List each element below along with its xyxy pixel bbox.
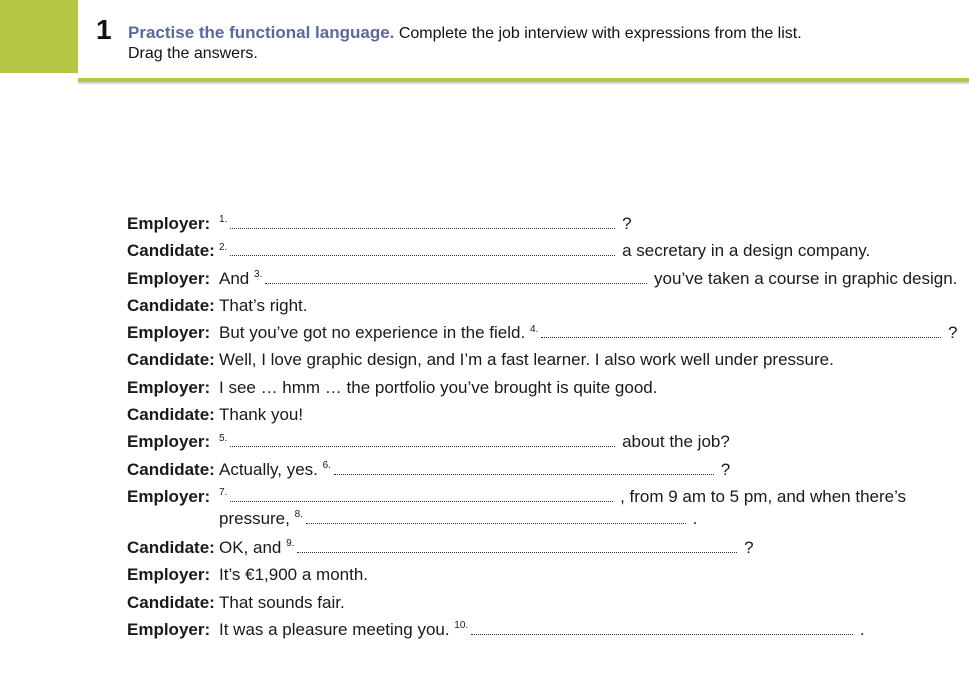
speaker-label: Employer: bbox=[127, 486, 211, 506]
text-after-gap: ? bbox=[943, 323, 958, 343]
speaker-label: Candidate: bbox=[127, 537, 215, 557]
dialogue-text bbox=[219, 266, 957, 291]
exercise-header bbox=[0, 0, 969, 84]
speaker-label: Employer: bbox=[127, 432, 211, 452]
gap-number: 9. bbox=[286, 538, 295, 550]
speaker-label: Employer: bbox=[127, 377, 211, 397]
text-after-gap: ? bbox=[715, 459, 731, 479]
instruction-drag: Drag the answers. bbox=[128, 45, 258, 62]
answer-drop-zone[interactable] bbox=[230, 240, 615, 256]
speaker-label: Candidate: bbox=[127, 459, 215, 479]
speaker-label: Candidate: bbox=[127, 592, 215, 612]
dialogue-line bbox=[127, 293, 957, 320]
text-before-gap: Actually, yes. bbox=[219, 459, 323, 479]
answer-drop-zone[interactable] bbox=[297, 537, 737, 553]
exercise-number: 1 bbox=[96, 14, 112, 45]
gap-number: 6. bbox=[322, 460, 331, 472]
dialogue-line bbox=[127, 347, 957, 374]
text-after-gap: about the job? bbox=[617, 432, 730, 452]
dialogue-text: It’s €1,900 a month. bbox=[219, 565, 369, 585]
answer-drop-zone[interactable] bbox=[265, 268, 647, 284]
gap-number: 1. bbox=[219, 214, 228, 226]
speaker-label: Employer: bbox=[127, 214, 211, 233]
dialogue-text bbox=[219, 429, 730, 454]
text-after-gap: a secretary in a design company. bbox=[617, 241, 871, 261]
gap-number: 3. bbox=[253, 268, 263, 280]
dialogue-text: I see … hmm … the portfolio you’ve brought is quite good. bbox=[219, 377, 658, 397]
speaker-label: Candidate: bbox=[127, 241, 215, 261]
text-before-gap: It was a pleasure meeting you. bbox=[219, 619, 455, 639]
text-before-gap: But you’ve got no experience in the field. bbox=[219, 323, 530, 343]
answer-drop-zone[interactable] bbox=[541, 322, 941, 338]
dialogue-text: That sounds fair. bbox=[219, 592, 345, 612]
gap-number: 7. bbox=[219, 487, 228, 499]
dialogue-line bbox=[127, 375, 957, 402]
dialogue-text bbox=[219, 506, 697, 531]
dialogue-line bbox=[127, 429, 957, 456]
gap-number: 8. bbox=[294, 509, 303, 521]
text-after-gap: . bbox=[687, 508, 698, 528]
speaker-label: Employer: bbox=[127, 323, 211, 343]
dialogue-line bbox=[127, 457, 957, 484]
answer-drop-zone[interactable] bbox=[230, 431, 615, 447]
header-divider-shadow bbox=[78, 82, 969, 84]
dialogue-line bbox=[127, 506, 957, 535]
instruction-text: Complete the job interview with expressions from the list. bbox=[398, 25, 802, 42]
text-before-gap: pressure, bbox=[219, 508, 295, 528]
dialogue-line bbox=[127, 320, 957, 347]
gap-number: 2. bbox=[219, 241, 228, 253]
speaker-label: Candidate: bbox=[127, 350, 215, 370]
dialogue-text bbox=[219, 238, 870, 263]
dialogue-text bbox=[219, 617, 865, 642]
gap-number: 5. bbox=[219, 432, 228, 444]
dialogue-text bbox=[219, 320, 957, 345]
text-before-gap: OK, and bbox=[219, 537, 287, 557]
dialogue-text: That’s right. bbox=[219, 295, 308, 315]
dialogue-text: Well, I love graphic design, and I’m a fast learner. I also work well under pressure. bbox=[219, 350, 834, 370]
dialogue-text bbox=[219, 535, 754, 560]
dialogue-line bbox=[127, 562, 957, 589]
speaker-label: Candidate: bbox=[127, 295, 215, 315]
answer-drop-zone[interactable] bbox=[471, 619, 853, 635]
dialogue-line bbox=[127, 211, 957, 238]
dialogue-line bbox=[127, 590, 957, 617]
dialogue-text bbox=[219, 211, 632, 236]
answer-drop-zone[interactable] bbox=[230, 486, 613, 502]
dialogue-line bbox=[127, 484, 957, 506]
dialogue-line bbox=[127, 535, 957, 562]
dialogue-line bbox=[127, 238, 957, 265]
dialogue bbox=[127, 211, 957, 644]
dialogue-line bbox=[127, 402, 957, 429]
answer-drop-zone[interactable] bbox=[230, 213, 615, 229]
dialogue-text bbox=[219, 457, 730, 482]
dialogue-line bbox=[127, 266, 957, 293]
dialogue-line bbox=[127, 617, 957, 644]
gap-number: 10. bbox=[454, 620, 469, 632]
speaker-label: Employer: bbox=[127, 268, 211, 288]
text-after-gap: ? bbox=[739, 537, 754, 557]
text-after-gap: you’ve taken a course in graphic design. bbox=[649, 268, 958, 288]
text-before-gap: And bbox=[219, 268, 254, 288]
dialogue-text: Thank you! bbox=[219, 405, 304, 425]
text-after-gap: , from 9 am to 5 pm, and when there’s bbox=[615, 486, 907, 506]
answer-drop-zone[interactable] bbox=[334, 459, 714, 475]
gap-number: 4. bbox=[529, 323, 539, 335]
instruction-lead: Practise the functional language. bbox=[128, 23, 395, 42]
speaker-label: Employer: bbox=[127, 619, 211, 639]
speaker-label: Employer: bbox=[127, 565, 211, 585]
exercise-instructions bbox=[128, 23, 958, 64]
text-after-gap: ? bbox=[617, 214, 632, 233]
text-after-gap: . bbox=[855, 619, 865, 639]
green-accent-block bbox=[0, 0, 78, 73]
speaker-label: Candidate: bbox=[127, 405, 215, 425]
answer-drop-zone[interactable] bbox=[306, 508, 686, 524]
